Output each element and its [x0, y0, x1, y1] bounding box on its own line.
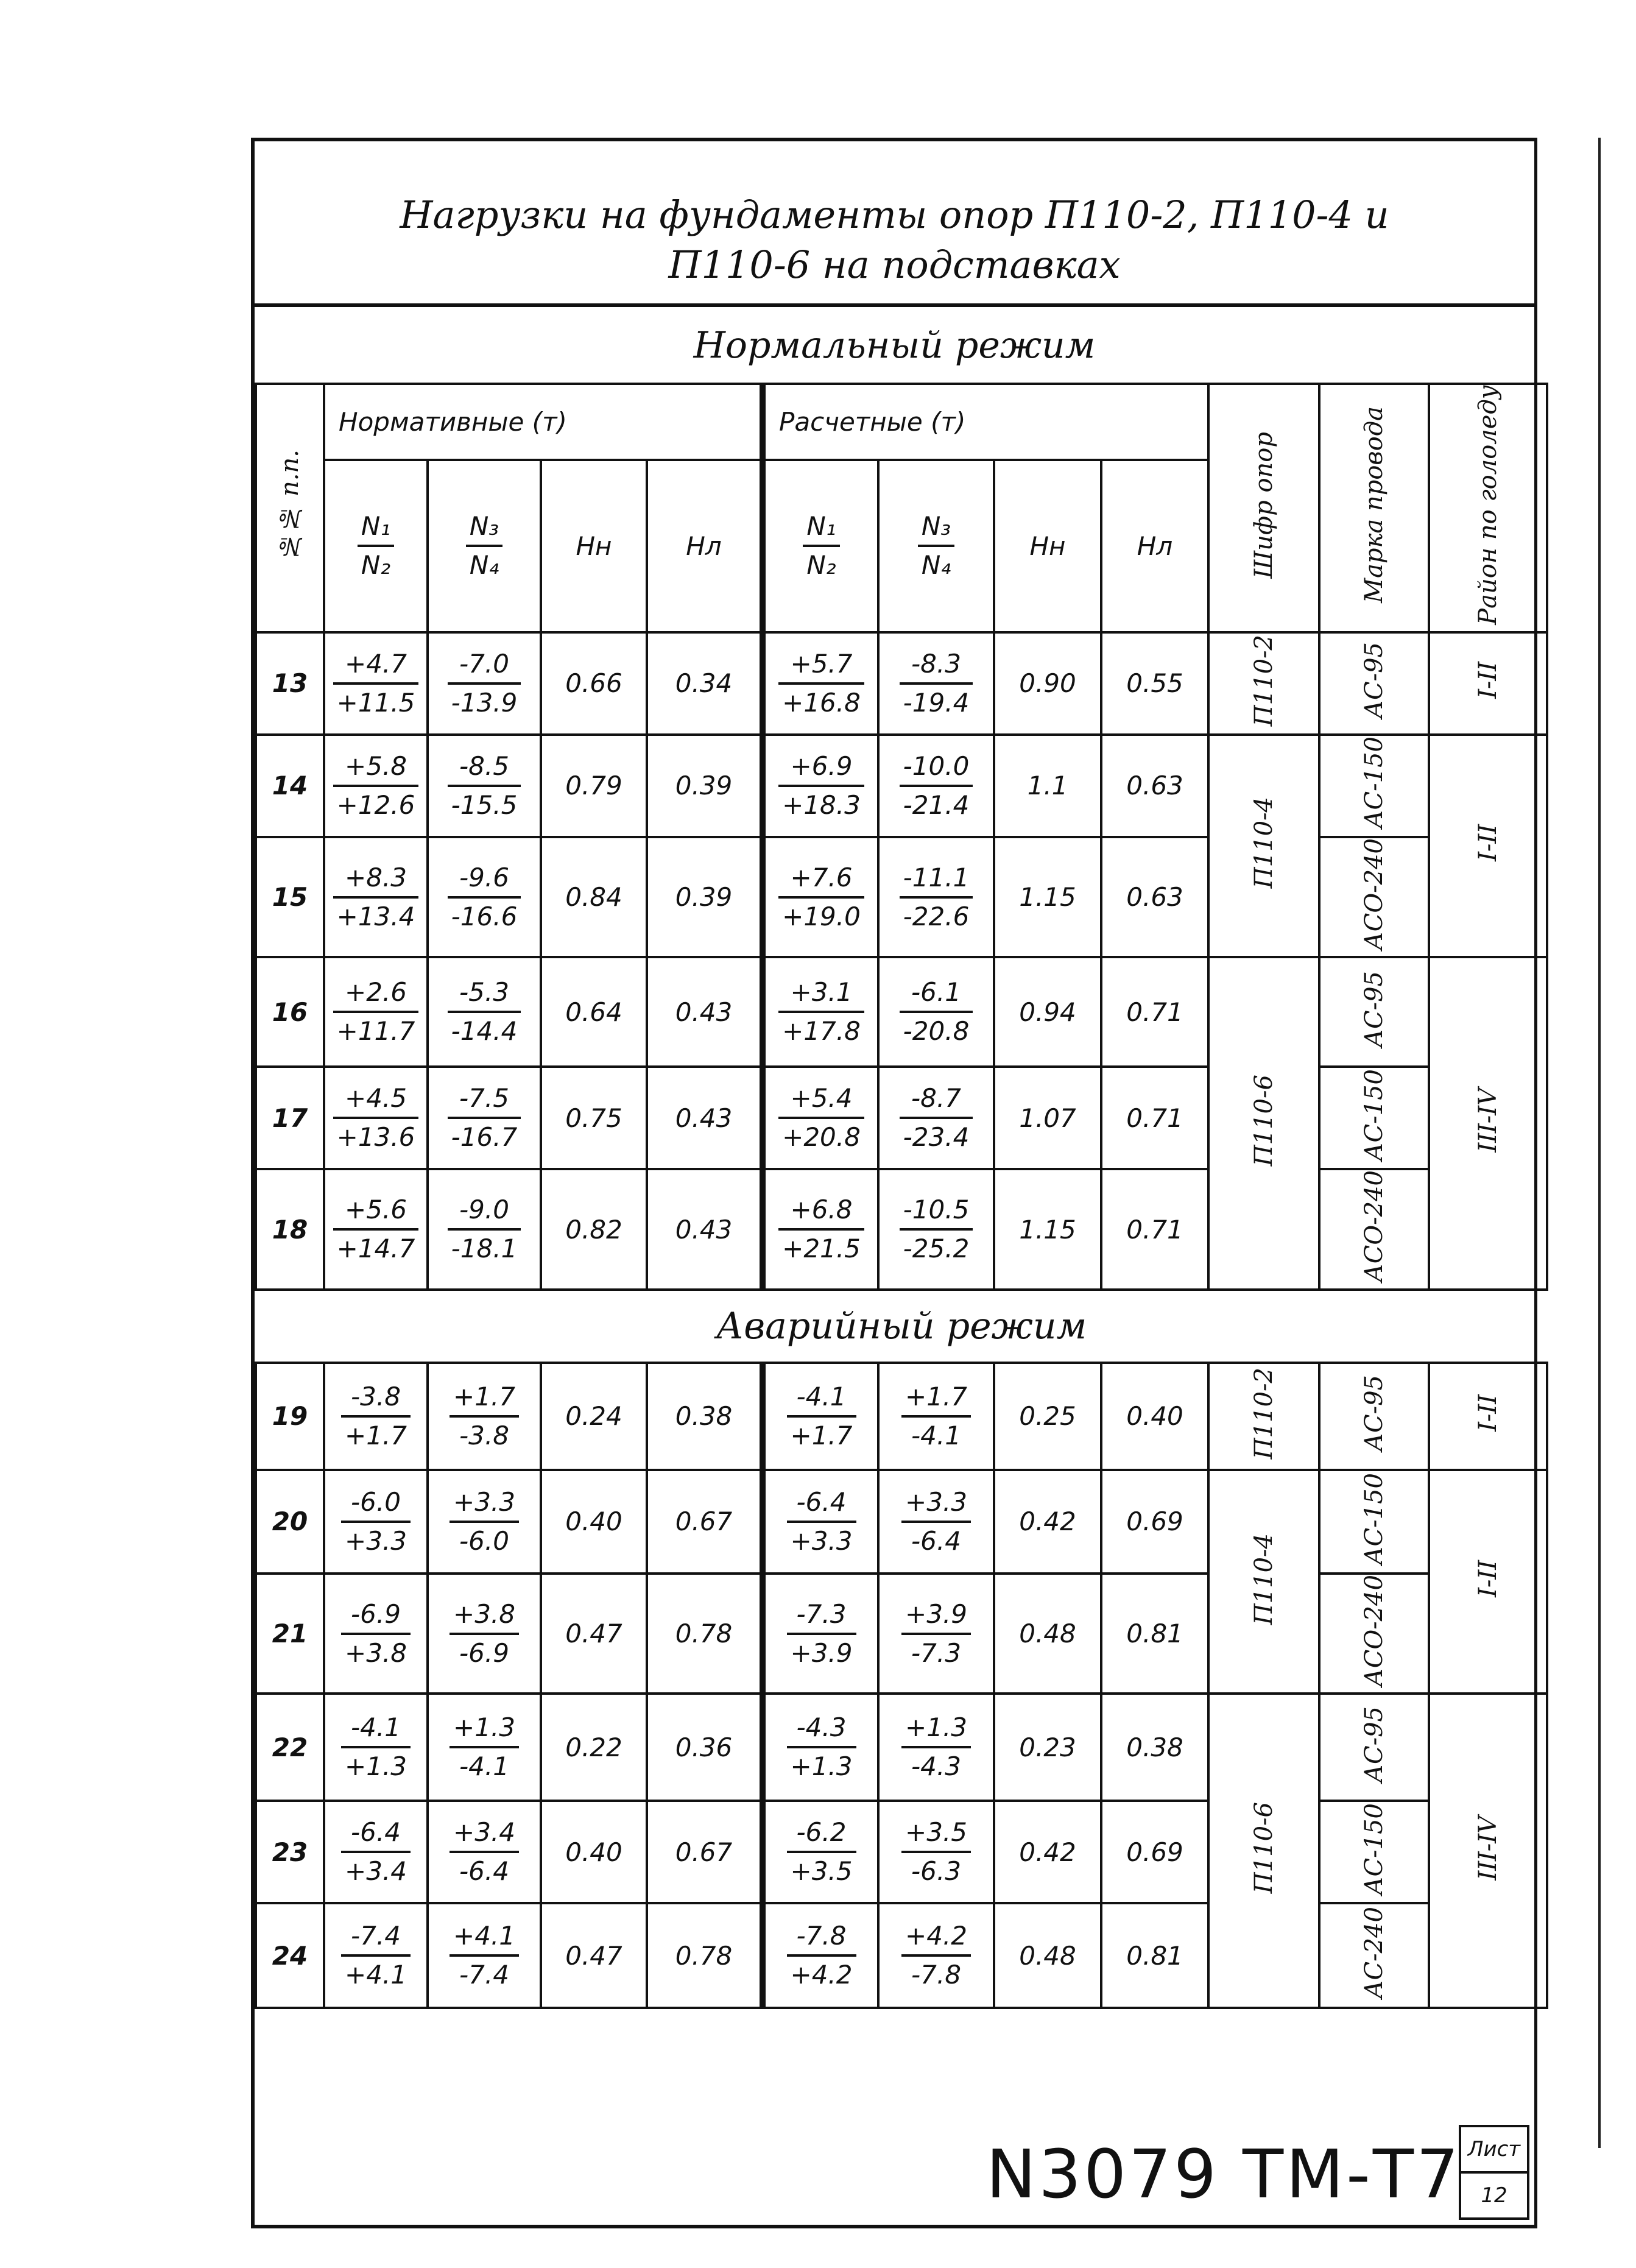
row-number: 20: [256, 1470, 324, 1574]
drawing-sheet: [251, 138, 1537, 2228]
sheet-label: Лист: [1461, 2127, 1527, 2174]
design-hn: 1.07: [994, 1067, 1101, 1169]
design-hl: 0.71: [1101, 1067, 1208, 1169]
row-number: 17: [256, 1067, 324, 1169]
norm-n3-n4: $\frac{+3.3}{-6.0}$: [428, 1470, 541, 1574]
design-n1-n2: $\frac{+5.4}{+20.8}$: [763, 1067, 878, 1169]
support-code: П110-6: [1208, 1694, 1319, 2008]
design-n3-n4: $\frac{-8.3}{-19.4}$: [878, 632, 994, 735]
norm-hn: 0.79: [541, 735, 647, 837]
norm-n1-n2: $\frac{-4.1}{+1.3}$: [324, 1694, 428, 1801]
norm-n3-n4: $\frac{-8.5}{-15.5}$: [428, 735, 541, 837]
design-hn: 0.23: [994, 1694, 1101, 1801]
norm-n1-n2: $\frac{-3.8}{+1.7}$: [324, 1363, 428, 1470]
wire-mark: АСО-240: [1319, 837, 1429, 958]
row-number: 16: [256, 957, 324, 1067]
design-n3-n4: $\frac{-8.7}{-23.4}$: [878, 1067, 994, 1169]
design-hl: 0.71: [1101, 957, 1208, 1067]
norm-n3-n4: $\frac{+3.4}{-6.4}$: [428, 1801, 541, 1903]
table-row: [256, 957, 1547, 1067]
design-hl: 0.40: [1101, 1363, 1208, 1470]
norm-n1-n2: $\frac{+8.3}{+13.4}$: [324, 837, 428, 958]
design-hn: 0.48: [994, 1903, 1101, 2008]
design-hl: 0.81: [1101, 1574, 1208, 1694]
table-row: [256, 632, 1547, 735]
ice-region: III-IV: [1429, 957, 1547, 1290]
design-n3-n4: $\frac{-10.0}{-21.4}$: [878, 735, 994, 837]
row-number: 21: [256, 1574, 324, 1694]
design-hn: 0.48: [994, 1574, 1101, 1694]
norm-hn: 0.64: [541, 957, 647, 1067]
support-code: П110-2: [1208, 632, 1319, 735]
design-hl: 0.38: [1101, 1694, 1208, 1801]
rhn-header: Hн: [994, 460, 1101, 632]
norm-hn: 0.66: [541, 632, 647, 735]
support-code: П110-2: [1208, 1363, 1319, 1470]
design-hl: 0.55: [1101, 632, 1208, 735]
design-n1-n2: $\frac{-6.2}{+3.5}$: [763, 1801, 878, 1903]
design-hn: 0.42: [994, 1801, 1101, 1903]
section-emergency-heading: Аварийный режим: [256, 1290, 1547, 1363]
design-n3-n4: $\frac{+1.3}{-4.3}$: [878, 1694, 994, 1801]
num-header: №№ п.п.: [256, 384, 324, 632]
norm-hl: 0.78: [647, 1903, 763, 2008]
sheet-number: 12: [1481, 2183, 1507, 2208]
document-stamp: N3079 ТМ-Т7: [985, 2135, 1461, 2213]
norm-n3-n4: $\frac{-9.6}{-16.6}$: [428, 837, 541, 958]
wire-mark: АС-240: [1319, 1903, 1429, 2008]
row-number: 14: [256, 735, 324, 837]
norm-hl: 0.78: [647, 1574, 763, 1694]
design-n1-n2: $\frac{+6.8}{+21.5}$: [763, 1169, 878, 1290]
row-number: 23: [256, 1801, 324, 1903]
norm-n3-n4: $\frac{-7.5}{-16.7}$: [428, 1067, 541, 1169]
wire-mark: АС-150: [1319, 1470, 1429, 1574]
header-row-1: [256, 384, 1547, 460]
design-n1-n2: $\frac{-7.3}{+3.9}$: [763, 1574, 878, 1694]
rhl-header: Hл: [1101, 460, 1208, 632]
norm-n3-n4: $\frac{+4.1}{-7.4}$: [428, 1903, 541, 2008]
title-divider: [255, 303, 1534, 307]
ice-region: I-II: [1429, 632, 1547, 735]
norm-hl: 0.38: [647, 1363, 763, 1470]
table-row: [256, 1067, 1547, 1169]
hl-header: Hл: [647, 460, 763, 632]
design-n1-n2: $\frac{-4.1}{+1.7}$: [763, 1363, 878, 1470]
design-header: Расчетные (т): [763, 384, 1208, 460]
design-n3-n4: $\frac{+3.3}{-6.4}$: [878, 1470, 994, 1574]
design-n3-n4: $\frac{+3.5}{-6.3}$: [878, 1801, 994, 1903]
design-hl: 0.81: [1101, 1903, 1208, 2008]
design-hn: 0.42: [994, 1470, 1101, 1574]
table-row: [256, 1574, 1547, 1694]
row-number: 13: [256, 632, 324, 735]
norm-hl: 0.43: [647, 1169, 763, 1290]
title-line-2: П110-6 на подставках: [668, 242, 1121, 287]
margin-rule: [1598, 138, 1601, 2148]
n12-header: $\frac{\text{N₁}}{\text{N₂}}$: [324, 460, 428, 632]
norm-hl: 0.67: [647, 1801, 763, 1903]
rn12-header: $\frac{\text{N₁}}{\text{N₂}}$: [763, 460, 878, 632]
norm-hl: 0.67: [647, 1470, 763, 1574]
row-number: 22: [256, 1694, 324, 1801]
rn34-header: $\frac{\text{N₃}}{\text{N₄}}$: [878, 460, 994, 632]
table-row: [256, 1903, 1547, 2008]
support-code: П110-4: [1208, 735, 1319, 958]
ice-region: I-II: [1429, 735, 1547, 958]
norm-n3-n4: $\frac{-5.3}{-14.4}$: [428, 957, 541, 1067]
norm-hl: 0.34: [647, 632, 763, 735]
normal-mode-rows: [256, 632, 1547, 1290]
wire-mark: АСО-240: [1319, 1169, 1429, 1290]
support-code: П110-6: [1208, 957, 1319, 1290]
design-hl: 0.69: [1101, 1470, 1208, 1574]
norm-hn: 0.47: [541, 1574, 647, 1694]
design-n3-n4: $\frac{+4.2}{-7.8}$: [878, 1903, 994, 2008]
design-n3-n4: $\frac{+3.9}{-7.3}$: [878, 1574, 994, 1694]
norm-hn: 0.40: [541, 1470, 647, 1574]
design-hn: 1.15: [994, 1169, 1101, 1290]
wire-mark: АС-150: [1319, 1801, 1429, 1903]
page-title: [255, 190, 1534, 290]
normative-header: Нормативные (т): [324, 384, 763, 460]
loads-table: [255, 383, 1548, 2009]
norm-n1-n2: $\frac{+5.6}{+14.7}$: [324, 1169, 428, 1290]
support-header: Шифр опор: [1208, 384, 1319, 632]
emergency-mode-rows: [256, 1363, 1547, 2008]
wire-mark: АС-95: [1319, 1363, 1429, 1470]
table-row: [256, 735, 1547, 837]
design-n1-n2: $\frac{-4.3}{+1.3}$: [763, 1694, 878, 1801]
emergency-heading-row: [256, 1290, 1547, 1363]
norm-hl: 0.43: [647, 957, 763, 1067]
design-n3-n4: $\frac{-6.1}{-20.8}$: [878, 957, 994, 1067]
ice-region: I-II: [1429, 1470, 1547, 1694]
design-n1-n2: $\frac{+5.7}{+16.8}$: [763, 632, 878, 735]
norm-hn: 0.82: [541, 1169, 647, 1290]
table-row: [256, 1169, 1547, 1290]
design-n1-n2: $\frac{-6.4}{+3.3}$: [763, 1470, 878, 1574]
design-n1-n2: $\frac{+6.9}{+18.3}$: [763, 735, 878, 837]
norm-hn: 0.84: [541, 837, 647, 958]
norm-hn: 0.22: [541, 1694, 647, 1801]
design-n1-n2: $\frac{+7.6}{+19.0}$: [763, 837, 878, 958]
norm-hl: 0.39: [647, 837, 763, 958]
norm-hl: 0.43: [647, 1067, 763, 1169]
norm-n3-n4: $\frac{+3.8}{-6.9}$: [428, 1574, 541, 1694]
norm-hn: 0.24: [541, 1363, 647, 1470]
table-row: [256, 1470, 1547, 1574]
design-hl: 0.63: [1101, 735, 1208, 837]
row-number: 18: [256, 1169, 324, 1290]
ice-region: I-II: [1429, 1363, 1547, 1470]
norm-hn: 0.40: [541, 1801, 647, 1903]
design-n3-n4: $\frac{+1.7}{-4.1}$: [878, 1363, 994, 1470]
row-number: 24: [256, 1903, 324, 2008]
norm-n1-n2: $\frac{-6.9}{+3.8}$: [324, 1574, 428, 1694]
norm-hl: 0.36: [647, 1694, 763, 1801]
norm-n1-n2: $\frac{-6.0}{+3.3}$: [324, 1470, 428, 1574]
design-hl: 0.63: [1101, 837, 1208, 958]
design-n3-n4: $\frac{-10.5}{-25.2}$: [878, 1169, 994, 1290]
norm-n1-n2: $\frac{+4.7}{+11.5}$: [324, 632, 428, 735]
sheet-number-box: [1459, 2125, 1529, 2220]
wire-mark: АС-95: [1319, 1694, 1429, 1801]
table-row: [256, 1694, 1547, 1801]
ice-region: III-IV: [1429, 1694, 1547, 2008]
hn-header: Hн: [541, 460, 647, 632]
norm-n1-n2: $\frac{-7.4}{+4.1}$: [324, 1903, 428, 2008]
norm-hn: 0.75: [541, 1067, 647, 1169]
design-hn: 1.15: [994, 837, 1101, 958]
title-line-1: Нагрузки на фундаменты опор П110-2, П110-4 и: [400, 193, 1389, 237]
table-row: [256, 1363, 1547, 1470]
region-header: Район по гололеду: [1429, 384, 1547, 632]
table-row: [256, 1801, 1547, 1903]
design-n3-n4: $\frac{-11.1}{-22.6}$: [878, 837, 994, 958]
design-hn: 0.25: [994, 1363, 1101, 1470]
n34-header: $\frac{\text{N₃}}{\text{N₄}}$: [428, 460, 541, 632]
norm-n3-n4: $\frac{+1.7}{-3.8}$: [428, 1363, 541, 1470]
wire-mark: АС-95: [1319, 957, 1429, 1067]
row-number: 15: [256, 837, 324, 958]
wire-mark: АС-150: [1319, 1067, 1429, 1169]
row-number: 19: [256, 1363, 324, 1470]
wire-mark: АС-150: [1319, 735, 1429, 837]
design-hl: 0.71: [1101, 1169, 1208, 1290]
design-hn: 0.90: [994, 632, 1101, 735]
norm-hl: 0.39: [647, 735, 763, 837]
design-hn: 1.1: [994, 735, 1101, 837]
design-n1-n2: $\frac{+3.1}{+17.8}$: [763, 957, 878, 1067]
design-hn: 0.94: [994, 957, 1101, 1067]
norm-n3-n4: $\frac{-9.0}{-18.1}$: [428, 1169, 541, 1290]
design-hl: 0.69: [1101, 1801, 1208, 1903]
support-code: П110-4: [1208, 1470, 1319, 1694]
norm-n1-n2: $\frac{-6.4}{+3.4}$: [324, 1801, 428, 1903]
norm-n3-n4: $\frac{+1.3}{-4.1}$: [428, 1694, 541, 1801]
norm-n1-n2: $\frac{+5.8}{+12.6}$: [324, 735, 428, 837]
wire-header: Марка провода: [1319, 384, 1429, 632]
norm-n1-n2: $\frac{+2.6}{+11.7}$: [324, 957, 428, 1067]
table-row: [256, 837, 1547, 958]
wire-mark: АС-95: [1319, 632, 1429, 735]
design-n1-n2: $\frac{-7.8}{+4.2}$: [763, 1903, 878, 2008]
norm-hn: 0.47: [541, 1903, 647, 2008]
section-normal-heading: Нормальный режим: [693, 324, 1096, 367]
wire-mark: АСО-240: [1319, 1574, 1429, 1694]
norm-n1-n2: $\frac{+4.5}{+13.6}$: [324, 1067, 428, 1169]
norm-n3-n4: $\frac{-7.0}{-13.9}$: [428, 632, 541, 735]
